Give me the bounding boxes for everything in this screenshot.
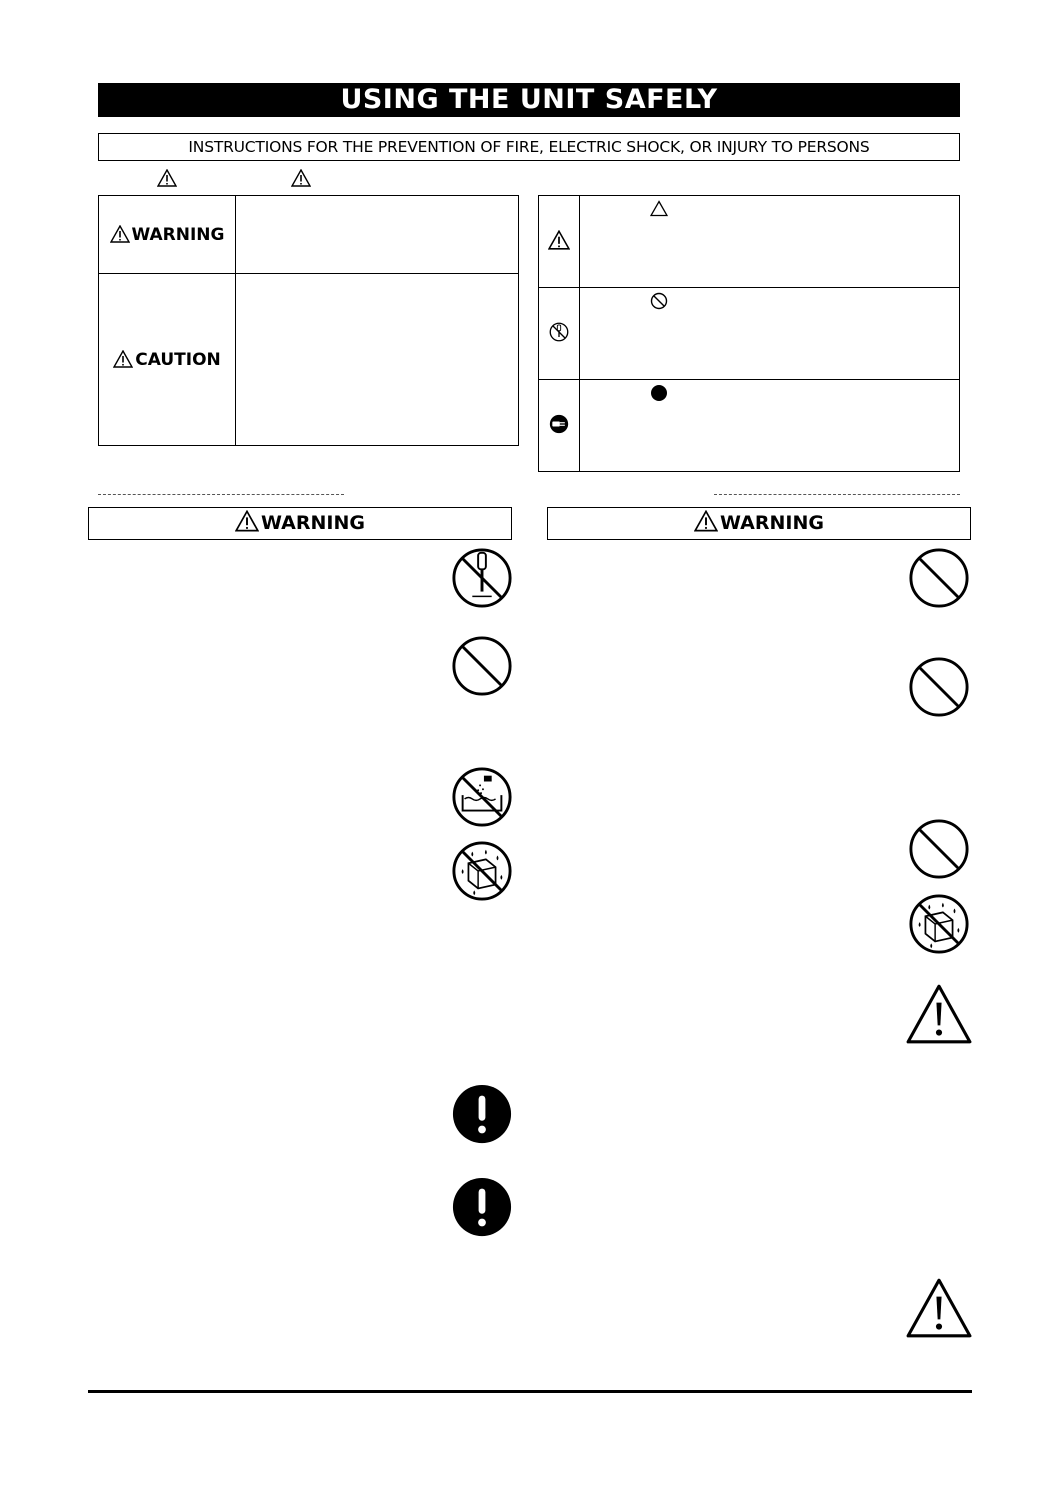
caution-triangle-icon [235, 510, 259, 532]
caution-triangle-icon [291, 169, 311, 187]
legend-table [98, 195, 519, 446]
mandatory-icon [451, 1083, 513, 1145]
symbol-row-description [580, 380, 960, 472]
caution-triangle-icon [113, 350, 133, 368]
unplug-icon [549, 414, 569, 434]
caution-label: CAUTION [135, 349, 221, 370]
do-not-disassemble-icon [549, 322, 569, 342]
page-subtitle: INSTRUCTIONS FOR THE PREVENTION OF FIRE, ELECTRIC SHOCK, OR INJURY TO PERSONS [98, 133, 960, 161]
prohibited-icon [908, 547, 970, 609]
dashed-divider [714, 494, 960, 495]
mandatory-icon [451, 1176, 513, 1238]
prohibited-icon [908, 818, 970, 880]
left-warning-header [88, 507, 512, 540]
symbol-row-icon-cell [539, 288, 580, 380]
prohibited-icon [451, 635, 513, 697]
bottom-rule [88, 1390, 972, 1393]
right-warning-header [547, 507, 971, 540]
do-not-disassemble-icon [451, 547, 513, 609]
no-water-icon [451, 766, 513, 828]
caution-triangle-icon [157, 169, 177, 187]
caution-description-cell [236, 274, 519, 446]
prohibited-icon [908, 656, 970, 718]
caution-label-cell [99, 274, 236, 446]
symbol-row-icon-cell [539, 196, 580, 288]
symbol-table [538, 195, 960, 472]
caution-triangle-icon [548, 230, 570, 250]
caution-icon [905, 1277, 973, 1339]
symbol-row-description [580, 288, 960, 380]
no-moisture-icon [908, 893, 970, 955]
prohibition-circle-icon [650, 292, 668, 310]
page-title: USING THE UNIT SAFELY [98, 83, 960, 117]
warning-description-cell [236, 196, 519, 274]
right-warning-header-label: WARNING [720, 512, 824, 534]
caution-triangle-icon [694, 510, 718, 532]
caution-icon [905, 983, 973, 1045]
dashed-divider [98, 494, 344, 495]
left-warning-header-label: WARNING [261, 512, 365, 534]
warning-label: WARNING [131, 224, 225, 245]
small-triangle-icon [650, 200, 668, 217]
symbol-row-icon-cell [539, 380, 580, 472]
warning-label-cell [99, 196, 236, 274]
filled-circle-icon [650, 384, 668, 402]
no-moisture-icon [451, 840, 513, 902]
symbol-row-description [580, 196, 960, 288]
caution-triangle-icon [110, 225, 130, 243]
